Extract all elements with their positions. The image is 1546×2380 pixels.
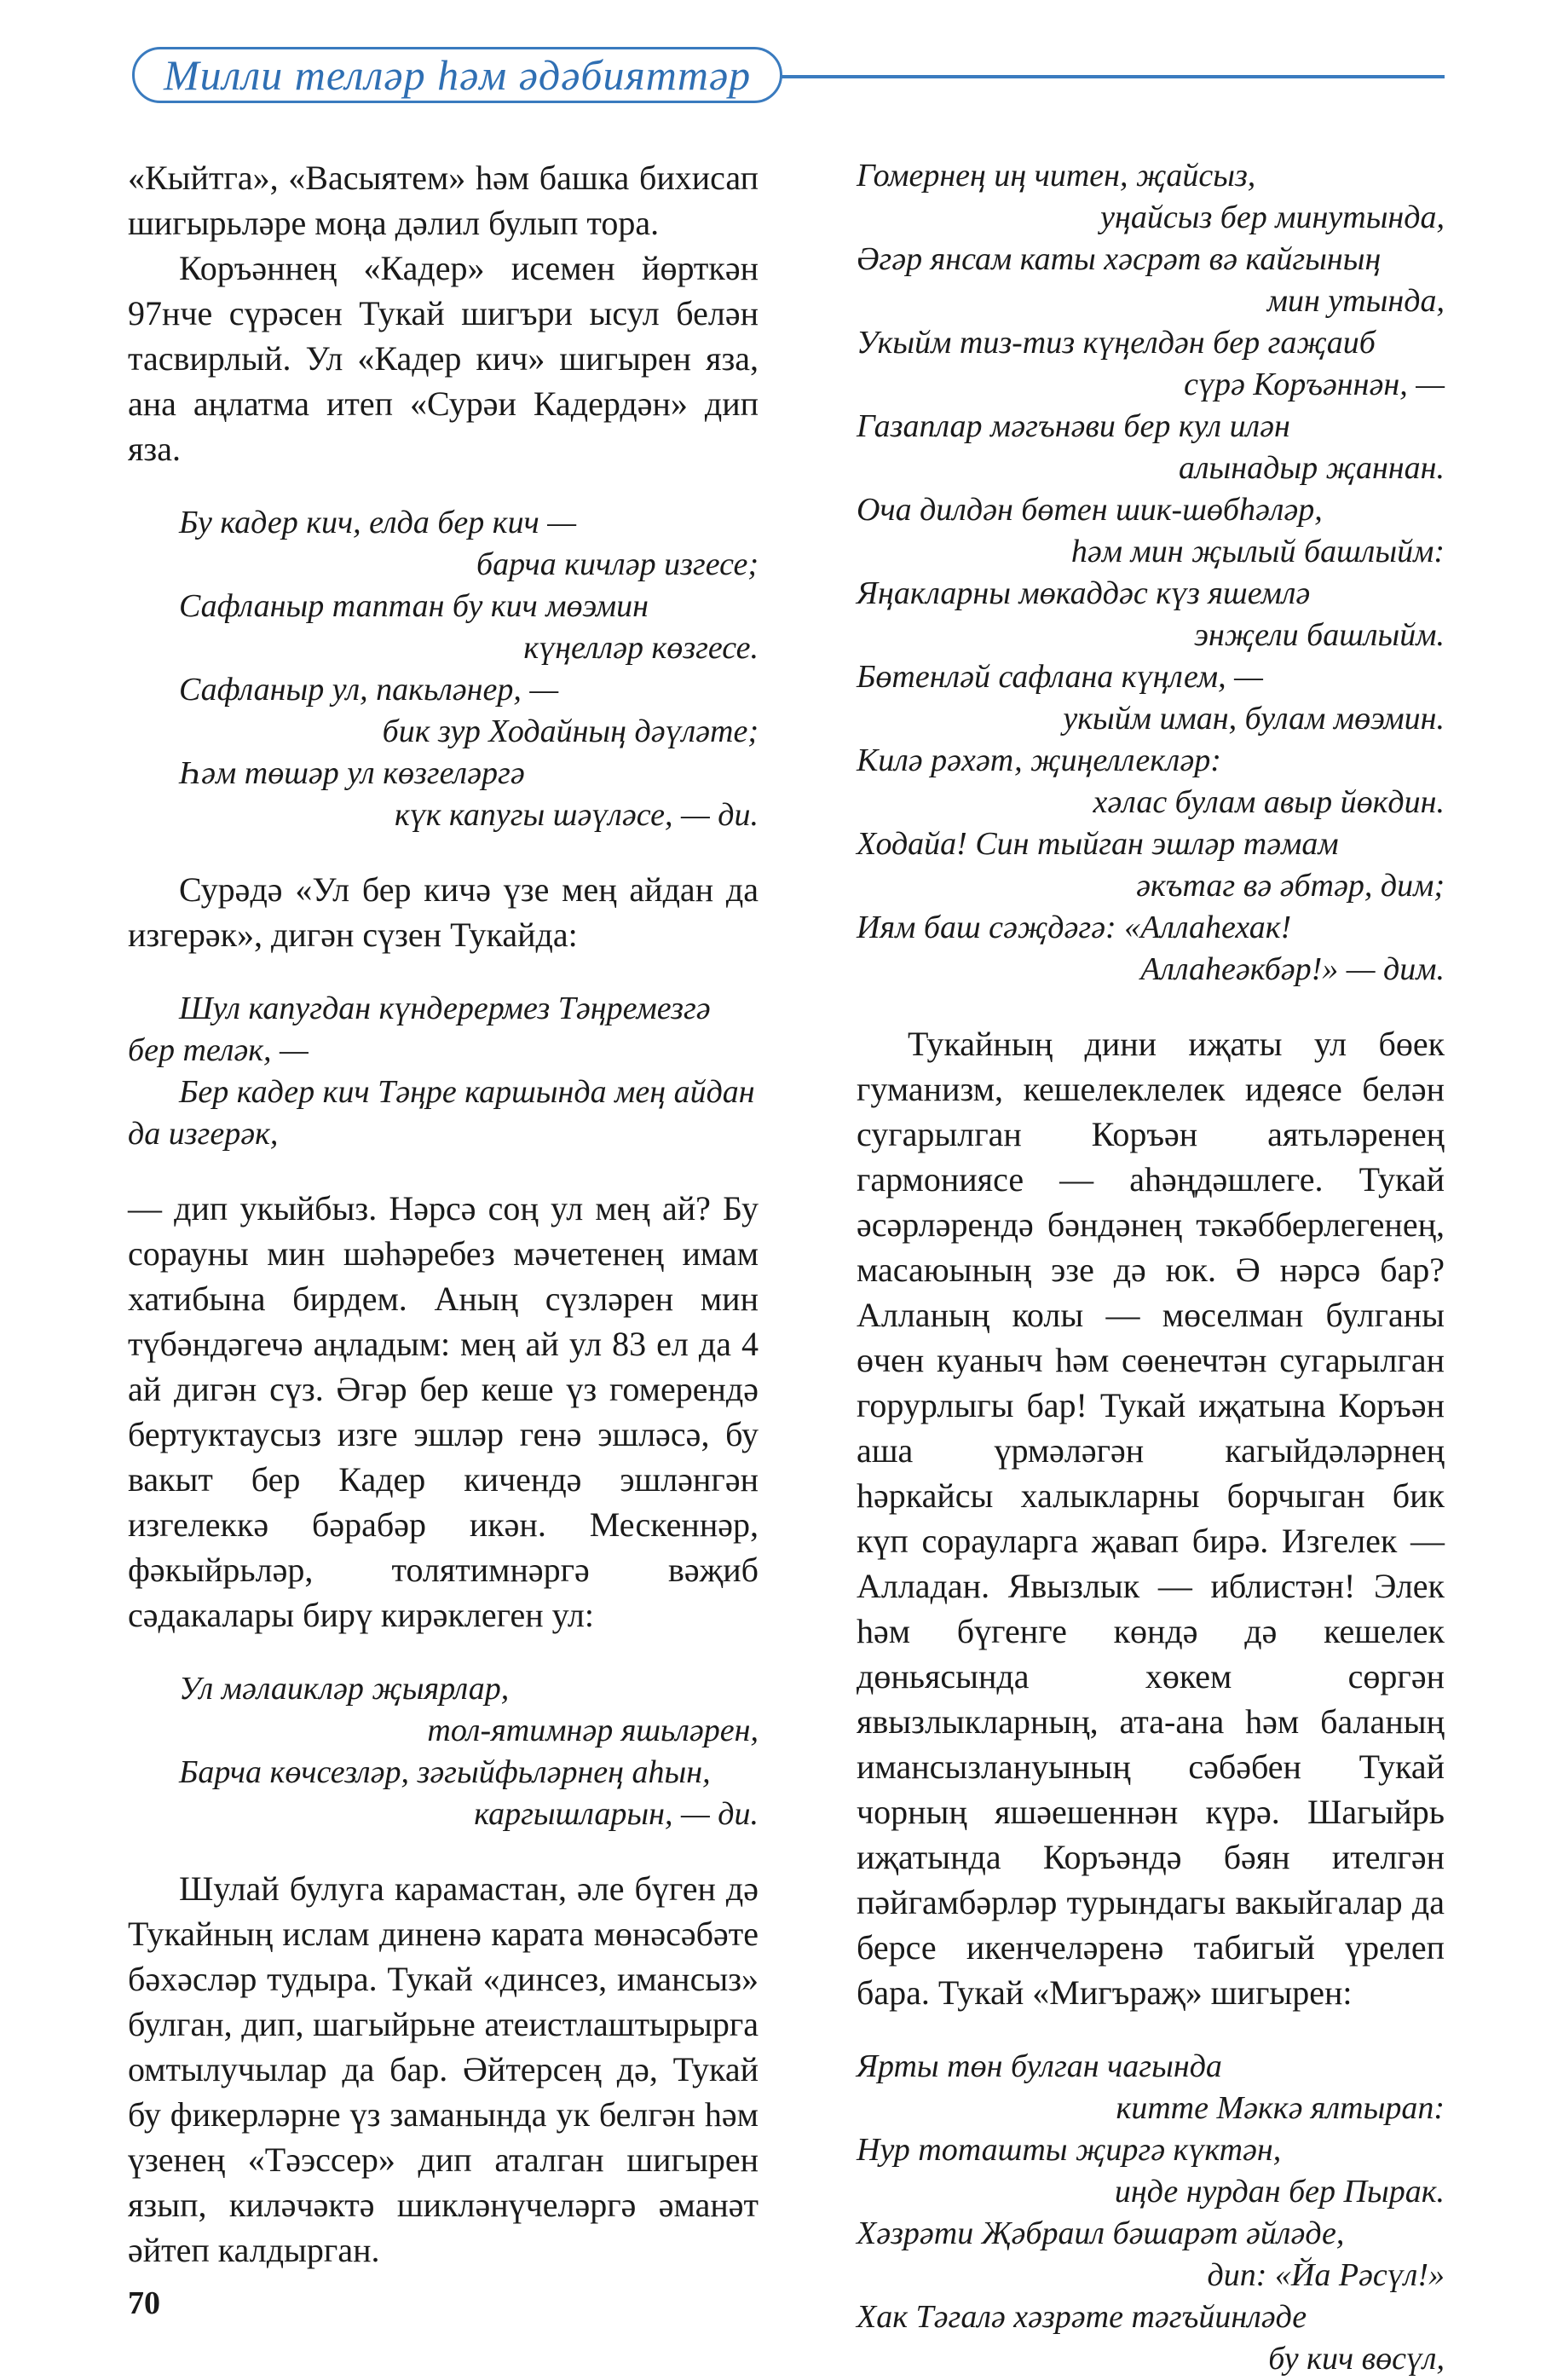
right-column (857, 155, 1445, 2380)
poem-line: Ярты төн булган чагында (857, 2048, 1222, 2084)
poem-line: каргышларын, — ди. (474, 1796, 759, 1832)
paragraph: — дип укыйбыз. Нәрсә соң ул мең ай? Бу сорауны мин шәһәребез мәчетенең имам хатибына бирдем. Аның сүзләрен мин түбәндәгечә аңладым: мең ай ул 83 ел да 4 ай дигән сүз. Әгәр бер кеше үз гомерендә бертуктаусыз изге эшләр генә эшләсә, бу вакыт бер Кадер кичендә эшләнгән изгелеккә бәрабәр икән. Мескеннәр, фәкыйрьләр, толятимнәргә вәҗиб сәдакалары бирү кирәклеген ул: (128, 1189, 759, 1634)
spacer (857, 2015, 1445, 2046)
poem-line: Барча көчсезләр, зәгыйфьләрнең аһын, (179, 1754, 711, 1790)
poem-line: сүрә Коръәннән, — (1184, 367, 1445, 402)
poem-line: Яңакларны мөкаддәс күз яшемлә (857, 575, 1311, 611)
poem-line: энҗели башлыйм. (1194, 617, 1445, 653)
poem-line: Бер кадер кич Тәңре каршында мең айдан (179, 1074, 755, 1110)
spacer (857, 991, 1445, 1021)
poem-line: һәм мин җылый башлыйм: (1070, 534, 1445, 569)
poem-line: Ходайа! Син тыйган эшләр тәмам (857, 826, 1339, 862)
poem-line: Килә рәхәт, җиңеллекләр: (857, 742, 1221, 778)
poem-line: күңелләр көзгесе. (523, 630, 759, 666)
spacer (128, 1155, 759, 1186)
poem-line: Сафланыр таптан бу кич мөэмин (179, 588, 649, 624)
poem-line: бу кич вөсүл, (1268, 2341, 1445, 2377)
poem-line: күк капугы шәүләсе, — ди. (394, 797, 759, 833)
poem-line: Һәм төшәр ул көзгеләргә (179, 755, 525, 791)
header-title: Милли телләр һәм әдәбияттәр (132, 47, 782, 103)
poem-line: Оча дилдән бөтен шик-шөбһәләр, (857, 492, 1323, 528)
poem-line: Ул мәлаикләр җыярлар, (179, 1671, 510, 1707)
poem-line: Нур тоташты җиргә күктән, (857, 2132, 1282, 2168)
poem-line: алынадыр җаннан. (1178, 450, 1445, 486)
poem-line: Газаплар мәгънәви бер кул илән (857, 408, 1290, 444)
poem-line: Укыйм тиз-тиз күңелдән бер гаҗаиб (857, 325, 1376, 361)
poem-line: да изгерәк, (128, 1116, 279, 1152)
poem-line: Хәзрәти Җәбраил бәшарәт әйләде, (857, 2215, 1345, 2251)
spacer (128, 836, 759, 867)
poem-line: Бөтенләй сафлана күңлем, — (857, 659, 1263, 695)
poem-line: Шул капугдан күндерермез Тәңремезгә (179, 991, 711, 1026)
poem-line: Бу кадер кич, елда бер кич — (179, 505, 576, 540)
poem-line: барча кичләр изгесе; (476, 546, 759, 582)
poem-stanza (857, 2046, 1445, 2380)
poem-line: мин утында, (1266, 283, 1445, 319)
spacer (128, 1638, 759, 1668)
poem-line: Иям баш сәҗдәгә: «Аллаһехак! (857, 910, 1292, 945)
spacer (128, 471, 759, 502)
paragraph: Коръәннең «Кадер» исемен йөрткән 97нче сүрәсен Тукай шигъри ысул белән тасвирлый. Ул «Кадер кич» шигырен яза, ана аңлатма итеп «Сурәи Кадердән» дип яза. (128, 249, 759, 468)
poem-line: Хак Тәгалә хәзрәте тәгъйинләде (857, 2299, 1307, 2335)
poem-line: әкътаг вә әбтәр, дим; (1136, 868, 1445, 904)
running-header (132, 47, 1445, 107)
poem-line: дип: «Йа Рәсүл!» (1207, 2257, 1445, 2293)
paragraph: Сурәдә «Ул бер кичә үзе мең айдан да изгерәк», дигән сүзен Тукайда: (128, 870, 759, 954)
left-column (128, 155, 759, 2273)
poem-line: Әгәр янсам каты хәсрәт вә кайгының (857, 241, 1382, 277)
spacer (128, 1835, 759, 1866)
poem-line: иңде нурдан бер Пырак. (1114, 2174, 1445, 2210)
paragraph: Шулай булуга карамастан, әле бүген дә Тукайның ислам диненә карата мөнәсәбәте бәхәсләр тудыра. Тукай «динсез, имансыз» булган, дип, шагыйрьне атеистлаштырырга омтылучылар да бар. Әйтерсең дә, Тукай бу фикерләрне үз заманында ук белгән һәм үзенең «Тәэссер» дип аталган шигырен язып, киләчәктә шикләнүчеләргә әманәт әйтеп калдырган. (128, 1869, 759, 2269)
paragraph: Тукайның дини иҗаты ул бөек гуманизм, кешелеклелек идеясе белән сугарылган Коръән аятьләренең гармониясе — аһәңдәшлеге. Тукай әсәрләрендә бәндәнең тәкәбберлегенең, масаюының эзе дә юк. Ә нәрсә бар? Алланың колы — мөселман булганы өчен куаныч һәм сөенечтән сугарылган горурлыгы бар! Тукай иҗатына Коръән аша үрмәләгән кагыйдәләрнең һәркайсы халыкларны борчыган бик күп сорауларга җавап бирә. Изгелек — Алладан. Явызлык — иблистән! Элек һәм бүгенге көндә дә кешелек дөньясында хөкем сөргән явызлыкларның, ата-ана һәм баланың имансызлануының сәбәбен Тукай чорның яшәешеннән күрә. Шагыйрь иҗатында Коръәндә бәян ителгән пәйгамбәрләр турындагы вакыйгалар да берсе икенчеләренә табигый үрелеп бара. Тукай «Мигъраҗ» шигырен: (857, 1025, 1445, 2012)
poem-line: тол-ятимнәр яшьләрен, (427, 1713, 759, 1748)
poem-stanza (857, 155, 1445, 991)
page-number: 70 (128, 2285, 160, 2321)
poem-line: китте Мәккә ялтырап: (1116, 2090, 1445, 2126)
poem-line: уңайсыз бер минутында, (1100, 199, 1445, 235)
spacer (128, 957, 759, 988)
poem-stanza (128, 1668, 759, 1835)
poem-stanza (128, 502, 759, 836)
poem-line: Сафланыр ул, пакьләнер, — (179, 672, 559, 708)
paragraph: «Кыйтга», «Васыятем» һәм башка бихисап шигырьләре моңа дәлил булып тора. (128, 159, 759, 242)
poem-line: Аллаһеәкбәр!» — дим. (1140, 951, 1445, 987)
poem-line: укыйм иман, булам мөэмин. (1063, 701, 1445, 737)
poem-line: бик зур Ходайның дәүләте; (382, 713, 759, 749)
poem-line: бер теләк, — (128, 1032, 309, 1068)
poem-stanza (128, 988, 759, 1155)
poem-line: Гомернең иң читен, җайсыз, (857, 158, 1256, 194)
poem-line: хәлас булам авыр йөкдин. (1093, 784, 1445, 820)
